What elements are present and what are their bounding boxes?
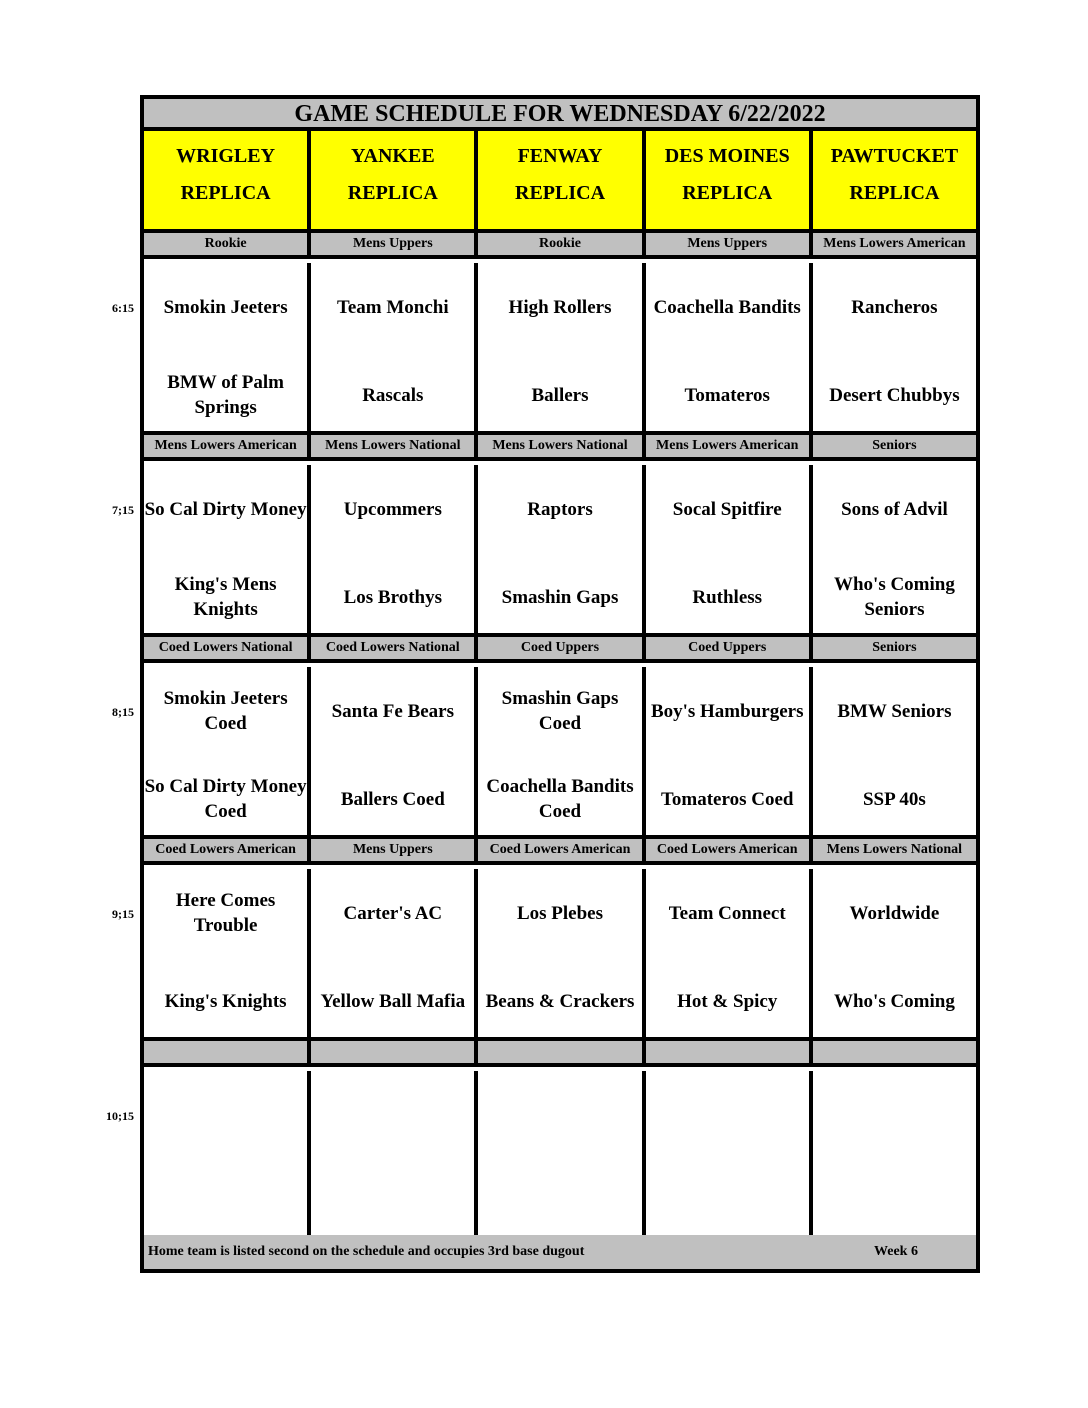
home-team: Coachella Bandits Coed [486, 776, 634, 822]
away-team: High Rollers [508, 296, 612, 318]
page-title: GAME SCHEDULE FOR WEDNESDAY 6/22/2022 [144, 99, 976, 131]
division-label: Seniors [813, 637, 976, 659]
home-team: King's Knights [164, 990, 287, 1012]
division-label: Mens Uppers [311, 233, 478, 255]
game-row [144, 1071, 976, 1243]
time-label: 7;15 [112, 503, 134, 517]
home-team: Who's Coming [833, 990, 955, 1012]
division-label: Coed Lowers American [646, 839, 813, 861]
time-label: 8;15 [112, 705, 134, 719]
away-team: Sons of Advil [841, 498, 948, 520]
field-name: YANKEE [350, 145, 435, 167]
game-cell [646, 1071, 813, 1239]
division-label [646, 1041, 813, 1063]
game-row [144, 465, 976, 637]
field-subtitle: REPLICA [180, 182, 271, 204]
game-row [144, 667, 976, 839]
away-team: Rancheros [851, 296, 938, 318]
game-cell [813, 1071, 976, 1239]
field-header-row [144, 131, 976, 233]
footer-bar [144, 1235, 976, 1269]
game-cell [646, 263, 813, 431]
game-cell [144, 1071, 311, 1239]
week-label: Week 6 [874, 1244, 918, 1259]
away-team: So Cal Dirty Money [144, 498, 307, 520]
game-cell [478, 263, 645, 431]
division-label: Mens Lowers American [813, 233, 976, 255]
game-cell [478, 1071, 645, 1239]
home-team: Beans & Crackers [485, 990, 635, 1012]
schedule-table [140, 95, 980, 1273]
away-team: Coachella Bandits [653, 296, 801, 318]
away-team [813, 1085, 976, 1145]
field-subtitle: REPLICA [347, 182, 438, 204]
home-team: Smashin Gaps [501, 586, 619, 608]
home-team: Tomateros Coed [660, 788, 794, 810]
division-label: Coed Uppers [478, 637, 645, 659]
game-cell [813, 869, 976, 1037]
division-label: Mens Lowers American [144, 435, 311, 457]
division-label: Rookie [478, 233, 645, 255]
home-team: Ballers [531, 384, 589, 406]
away-team: Smokin Jeeters [163, 296, 288, 318]
home-team: Rascals [362, 384, 424, 406]
division-label [813, 1041, 976, 1063]
away-team: Boy's Hamburgers [650, 700, 804, 722]
away-team: Worldwide [849, 902, 940, 924]
field-header [813, 131, 976, 229]
away-team: Smokin Jeeters Coed [163, 688, 288, 734]
away-team: Team Connect [668, 902, 786, 924]
division-label: Seniors [813, 435, 976, 457]
field-subtitle: REPLICA [682, 182, 773, 204]
game-cell [813, 263, 976, 431]
division-label [478, 1041, 645, 1063]
field-name: DES MOINES [664, 145, 790, 167]
game-cell [144, 465, 311, 633]
home-team: King's Mens Knights [174, 574, 277, 620]
field-header [311, 131, 478, 229]
home-team: Tomateros [684, 384, 770, 406]
game-cell [813, 465, 976, 633]
game-cell [311, 465, 478, 633]
home-team: BMW of Palm Springs [167, 372, 284, 418]
home-team: So Cal Dirty Money Coed [144, 776, 307, 822]
home-team: Who's Coming Seniors [833, 574, 955, 620]
division-label [311, 1041, 478, 1063]
field-subtitle: REPLICA [849, 182, 940, 204]
away-team [646, 1085, 809, 1145]
field-name: WRIGLEY [176, 145, 276, 167]
division-label: Coed Lowers American [144, 839, 311, 861]
away-team [478, 1085, 641, 1145]
division-label: Coed Lowers National [144, 637, 311, 659]
home-team [311, 1173, 474, 1233]
time-label: 9;15 [112, 907, 134, 921]
field-name: PAWTUCKET [830, 145, 959, 167]
field-header [646, 131, 813, 229]
home-team: Yellow Ball Mafia [320, 990, 466, 1012]
game-cell [144, 869, 311, 1037]
home-team: Los Brothys [343, 586, 442, 608]
away-team: Socal Spitfire [672, 498, 782, 520]
away-team: Upcommers [343, 498, 442, 520]
field-header [478, 131, 645, 229]
division-label: Coed Lowers American [478, 839, 645, 861]
game-cell [144, 667, 311, 835]
home-team [813, 1173, 976, 1233]
away-team [144, 1085, 307, 1145]
field-header [144, 131, 311, 229]
game-row [144, 869, 976, 1041]
division-label: Mens Uppers [311, 839, 478, 861]
away-team: Raptors [527, 498, 593, 520]
game-cell [311, 1071, 478, 1239]
division-label: Coed Lowers National [311, 637, 478, 659]
division-label: Mens Uppers [646, 233, 813, 255]
away-team: Santa Fe Bears [331, 700, 455, 722]
game-cell [311, 667, 478, 835]
division-row [144, 435, 976, 461]
away-team: Carter's AC [343, 902, 443, 924]
field-name: FENWAY [517, 145, 603, 167]
game-cell [478, 465, 645, 633]
division-label: Mens Lowers National [813, 839, 976, 861]
division-label: Mens Lowers National [311, 435, 478, 457]
division-label: Mens Lowers American [646, 435, 813, 457]
game-cell [646, 667, 813, 835]
division-label: Coed Uppers [646, 637, 813, 659]
home-team: Ballers Coed [340, 788, 445, 810]
away-team: Smashin Gaps Coed [501, 688, 619, 734]
field-subtitle: REPLICA [515, 182, 606, 204]
division-row [144, 1041, 976, 1067]
home-team: Desert Chubbys [829, 384, 960, 406]
division-row [144, 839, 976, 865]
away-team: Team Monchi [336, 296, 449, 318]
division-row [144, 637, 976, 663]
home-team [646, 1173, 809, 1233]
game-row [144, 263, 976, 435]
home-team [144, 1173, 307, 1233]
game-cell [311, 869, 478, 1037]
division-row [144, 233, 976, 259]
home-team [478, 1173, 641, 1233]
game-cell [478, 667, 645, 835]
away-team: Here Comes Trouble [175, 890, 276, 936]
division-label [144, 1041, 311, 1063]
division-label: Mens Lowers National [478, 435, 645, 457]
time-label: 6:15 [112, 301, 134, 315]
game-cell [478, 869, 645, 1037]
home-team: Ruthless [692, 586, 763, 608]
division-label: Rookie [144, 233, 311, 255]
home-team: Hot & Spicy [677, 990, 778, 1012]
game-cell [646, 465, 813, 633]
time-label: 10;15 [106, 1109, 134, 1123]
game-cell [144, 263, 311, 431]
away-team [311, 1085, 474, 1145]
game-cell [311, 263, 478, 431]
away-team: Los Plebes [516, 902, 604, 924]
away-team: BMW Seniors [837, 700, 952, 722]
footer-note: Home team is listed second on the schedule and occupies 3rd base dugout [148, 1244, 585, 1259]
game-cell [813, 667, 976, 835]
game-cell [646, 869, 813, 1037]
home-team: SSP 40s [862, 788, 926, 810]
